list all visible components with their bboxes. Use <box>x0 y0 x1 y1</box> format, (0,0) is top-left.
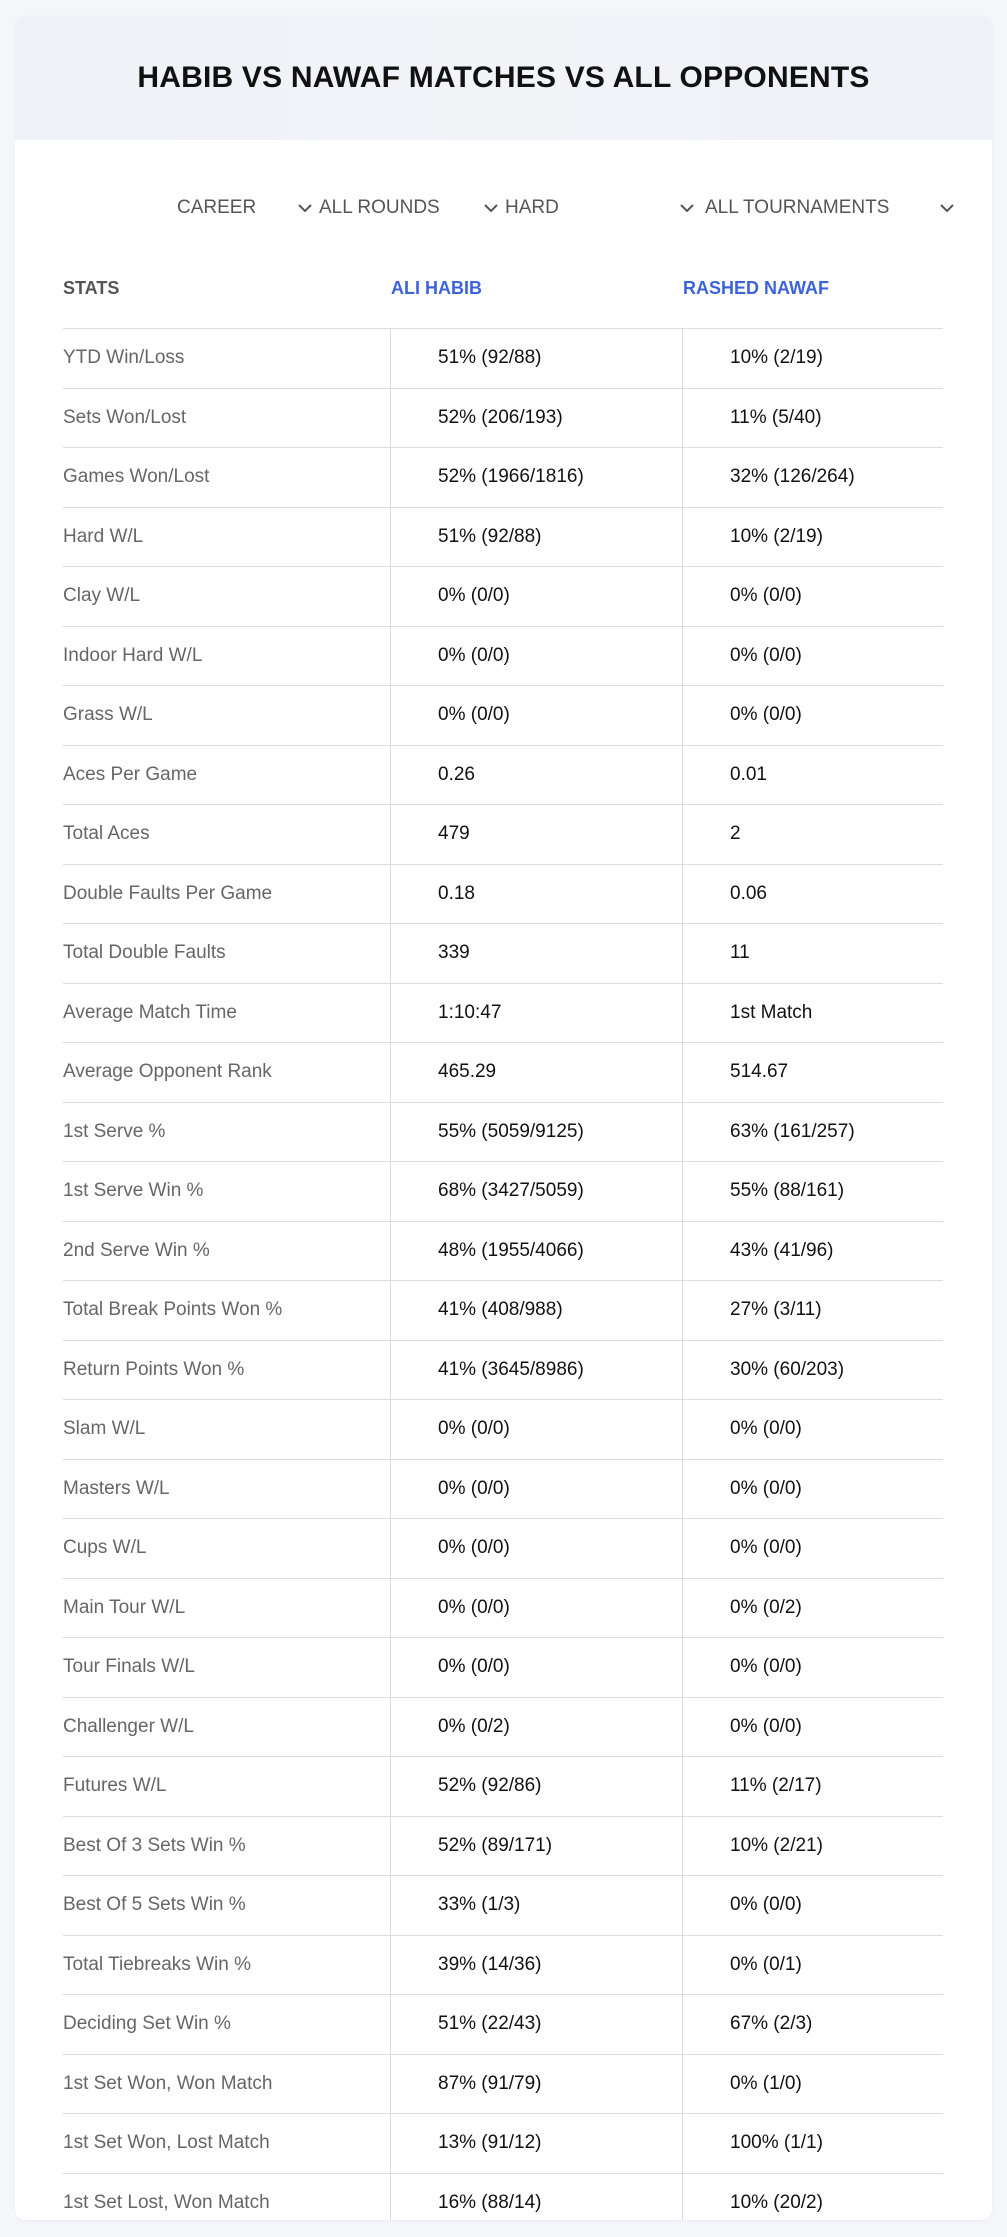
stat-label: 1st Serve Win % <box>63 1162 391 1221</box>
player1-value: 68% (3427/5059) <box>391 1162 683 1221</box>
player2-value: 55% (88/161) <box>730 1180 845 1202</box>
player2-value: 10% (2/21) <box>730 1834 823 1856</box>
player2-value: 11% (5/40) <box>730 406 822 428</box>
player1-value: 0% (0/0) <box>391 567 683 626</box>
table-row <box>63 567 943 627</box>
player1-value: 52% (92/86) <box>391 1757 683 1816</box>
chevron-down-icon <box>483 200 499 216</box>
stat-label: Aces Per Game <box>63 746 391 805</box>
table-row <box>63 1222 943 1282</box>
stat-label: YTD Win/Loss <box>63 329 391 388</box>
stat-label: Double Faults Per Game <box>63 865 391 924</box>
player2-value: 1st Match <box>730 1001 813 1023</box>
filter-tournament-select[interactable] <box>705 188 955 228</box>
player2-value: 27% (3/11) <box>730 1299 822 1321</box>
table-row <box>63 1579 943 1639</box>
player1-value: 479 <box>391 805 683 864</box>
table-row <box>63 865 943 925</box>
player1-value: 41% (408/988) <box>391 1281 683 1340</box>
stat-label: Total Aces <box>63 805 391 864</box>
chevron-down-icon <box>679 200 695 216</box>
filter-bar <box>15 188 992 228</box>
stat-label: Sets Won/Lost <box>63 389 391 448</box>
player1-value: 41% (3645/8986) <box>391 1341 683 1400</box>
player2-value: 10% (2/19) <box>730 347 823 369</box>
player1-value: 39% (14/36) <box>391 1936 683 1995</box>
player1-value: 339 <box>391 924 683 983</box>
filter-round-value: ALL ROUNDS <box>319 197 440 218</box>
stats-table <box>63 248 943 2220</box>
player2-value: 2 <box>730 823 741 845</box>
player1-value: 0% (0/2) <box>391 1698 683 1757</box>
table-row <box>63 2055 943 2115</box>
player1-value: 33% (1/3) <box>391 1876 683 1935</box>
table-header-row <box>63 248 943 329</box>
player1-value: 0% (0/0) <box>391 686 683 745</box>
filter-tournament-value: ALL TOURNAMENTS <box>705 197 890 218</box>
table-row <box>63 1341 943 1401</box>
player2-value: 11% (2/17) <box>730 1775 822 1797</box>
table-row <box>63 448 943 508</box>
player2-value: 0% (0/0) <box>730 1715 802 1737</box>
table-row <box>63 1281 943 1341</box>
player2-value: 0% (0/0) <box>730 585 802 607</box>
player2-value: 0% (0/0) <box>730 1656 802 1678</box>
player2-value: 10% (2/19) <box>730 525 823 547</box>
player1-value: 0% (0/0) <box>391 1519 683 1578</box>
player1-value: 0% (0/0) <box>391 627 683 686</box>
card-header <box>15 16 992 140</box>
table-row <box>63 1162 943 1222</box>
player2-value: 0.01 <box>730 763 767 785</box>
stat-label: 1st Set Lost, Won Match <box>63 2174 391 2221</box>
stat-label: 1st Set Won, Won Match <box>63 2055 391 2114</box>
table-row <box>63 1817 943 1877</box>
player2-value: 100% (1/1) <box>730 2132 823 2154</box>
table-row <box>63 1995 943 2055</box>
table-body <box>63 329 943 2220</box>
table-row <box>63 1460 943 1520</box>
stat-label: 2nd Serve Win % <box>63 1222 391 1281</box>
player2-value: 0% (0/0) <box>730 1418 802 1440</box>
player2-value: 0% (0/0) <box>730 704 802 726</box>
stat-label: Total Tiebreaks Win % <box>63 1936 391 1995</box>
stat-label: Hard W/L <box>63 508 391 567</box>
player2-value: 0% (1/0) <box>730 2072 802 2094</box>
player1-value: 0% (0/0) <box>391 1638 683 1697</box>
stat-label: Return Points Won % <box>63 1341 391 1400</box>
player1-value: 16% (88/14) <box>391 2174 683 2221</box>
table-row <box>63 2174 943 2221</box>
stat-label: Masters W/L <box>63 1460 391 1519</box>
table-row <box>63 686 943 746</box>
player2-value: 0% (0/1) <box>730 1953 802 1975</box>
table-row <box>63 1876 943 1936</box>
player1-value: 48% (1955/4066) <box>391 1222 683 1281</box>
player2-value: 0% (0/0) <box>730 1894 802 1916</box>
table-row <box>63 1698 943 1758</box>
table-row <box>63 389 943 449</box>
player2-value: 11 <box>730 942 750 964</box>
column-header-player2[interactable]: RASHED NAWAF <box>683 277 830 298</box>
stat-label: Games Won/Lost <box>63 448 391 507</box>
table-row <box>63 1400 943 1460</box>
filter-surface-value: HARD <box>505 197 559 218</box>
player1-value: 465.29 <box>391 1043 683 1102</box>
player1-value: 51% (22/43) <box>391 1995 683 2054</box>
player1-value: 1:10:47 <box>391 984 683 1043</box>
player1-value: 13% (91/12) <box>391 2114 683 2173</box>
column-header-player1[interactable]: ALI HABIB <box>391 277 482 298</box>
player1-value: 52% (206/193) <box>391 389 683 448</box>
table-row <box>63 1043 943 1103</box>
table-row <box>63 1103 943 1163</box>
stat-label: Futures W/L <box>63 1757 391 1816</box>
stat-label: 1st Serve % <box>63 1103 391 1162</box>
player2-value: 514.67 <box>730 1061 789 1083</box>
player1-value: 0.26 <box>391 746 683 805</box>
stat-label: Main Tour W/L <box>63 1579 391 1638</box>
player2-value: 0.06 <box>730 882 767 904</box>
stat-label: Best Of 3 Sets Win % <box>63 1817 391 1876</box>
table-row <box>63 984 943 1044</box>
stat-label: Indoor Hard W/L <box>63 627 391 686</box>
player2-value: 30% (60/203) <box>730 1358 845 1380</box>
player2-value: 10% (20/2) <box>730 2191 823 2213</box>
filter-period-select[interactable] <box>177 188 313 228</box>
table-row <box>63 1519 943 1579</box>
player1-value: 0.18 <box>391 865 683 924</box>
filter-surface-select[interactable] <box>505 188 695 228</box>
stat-label: Total Double Faults <box>63 924 391 983</box>
stats-card <box>15 16 992 2220</box>
table-row <box>63 627 943 687</box>
player1-value: 52% (1966/1816) <box>391 448 683 507</box>
filter-round-select[interactable] <box>319 188 499 228</box>
player2-value: 43% (41/96) <box>730 1239 834 1261</box>
player1-value: 0% (0/0) <box>391 1460 683 1519</box>
table-row <box>63 1936 943 1996</box>
stat-label: Tour Finals W/L <box>63 1638 391 1697</box>
player1-value: 87% (91/79) <box>391 2055 683 2114</box>
table-row <box>63 1638 943 1698</box>
filter-period-value: CAREER <box>177 197 257 218</box>
stat-label: 1st Set Won, Lost Match <box>63 2114 391 2173</box>
player1-value: 55% (5059/9125) <box>391 1103 683 1162</box>
player1-value: 0% (0/0) <box>391 1579 683 1638</box>
stat-label: Average Opponent Rank <box>63 1043 391 1102</box>
player1-value: 52% (89/171) <box>391 1817 683 1876</box>
stat-label: Clay W/L <box>63 567 391 626</box>
stat-label: Cups W/L <box>63 1519 391 1578</box>
player2-value: 0% (0/0) <box>730 644 802 666</box>
table-row <box>63 2114 943 2174</box>
chevron-down-icon <box>939 200 955 216</box>
stat-label: Challenger W/L <box>63 1698 391 1757</box>
stat-label: Average Match Time <box>63 984 391 1043</box>
column-header-stats: STATS <box>63 277 120 298</box>
stat-label: Deciding Set Win % <box>63 1995 391 2054</box>
chevron-down-icon <box>297 200 313 216</box>
player2-value: 0% (0/0) <box>730 1537 802 1559</box>
player2-value: 63% (161/257) <box>730 1120 855 1142</box>
player2-value: 67% (2/3) <box>730 2013 813 2035</box>
player2-value: 0% (0/0) <box>730 1477 802 1499</box>
table-row <box>63 329 943 389</box>
page-title: HABIB VS NAWAF MATCHES VS ALL OPPONENTS <box>137 61 870 94</box>
player1-value: 51% (92/88) <box>391 508 683 567</box>
player1-value: 0% (0/0) <box>391 1400 683 1459</box>
stat-label: Slam W/L <box>63 1400 391 1459</box>
table-row <box>63 508 943 568</box>
player1-value: 51% (92/88) <box>391 329 683 388</box>
player2-value: 32% (126/264) <box>730 466 855 488</box>
stat-label: Grass W/L <box>63 686 391 745</box>
table-row <box>63 746 943 806</box>
table-row <box>63 1757 943 1817</box>
stat-label: Total Break Points Won % <box>63 1281 391 1340</box>
player2-value: 0% (0/2) <box>730 1596 802 1618</box>
stat-label: Best Of 5 Sets Win % <box>63 1876 391 1935</box>
table-row <box>63 924 943 984</box>
table-row <box>63 805 943 865</box>
